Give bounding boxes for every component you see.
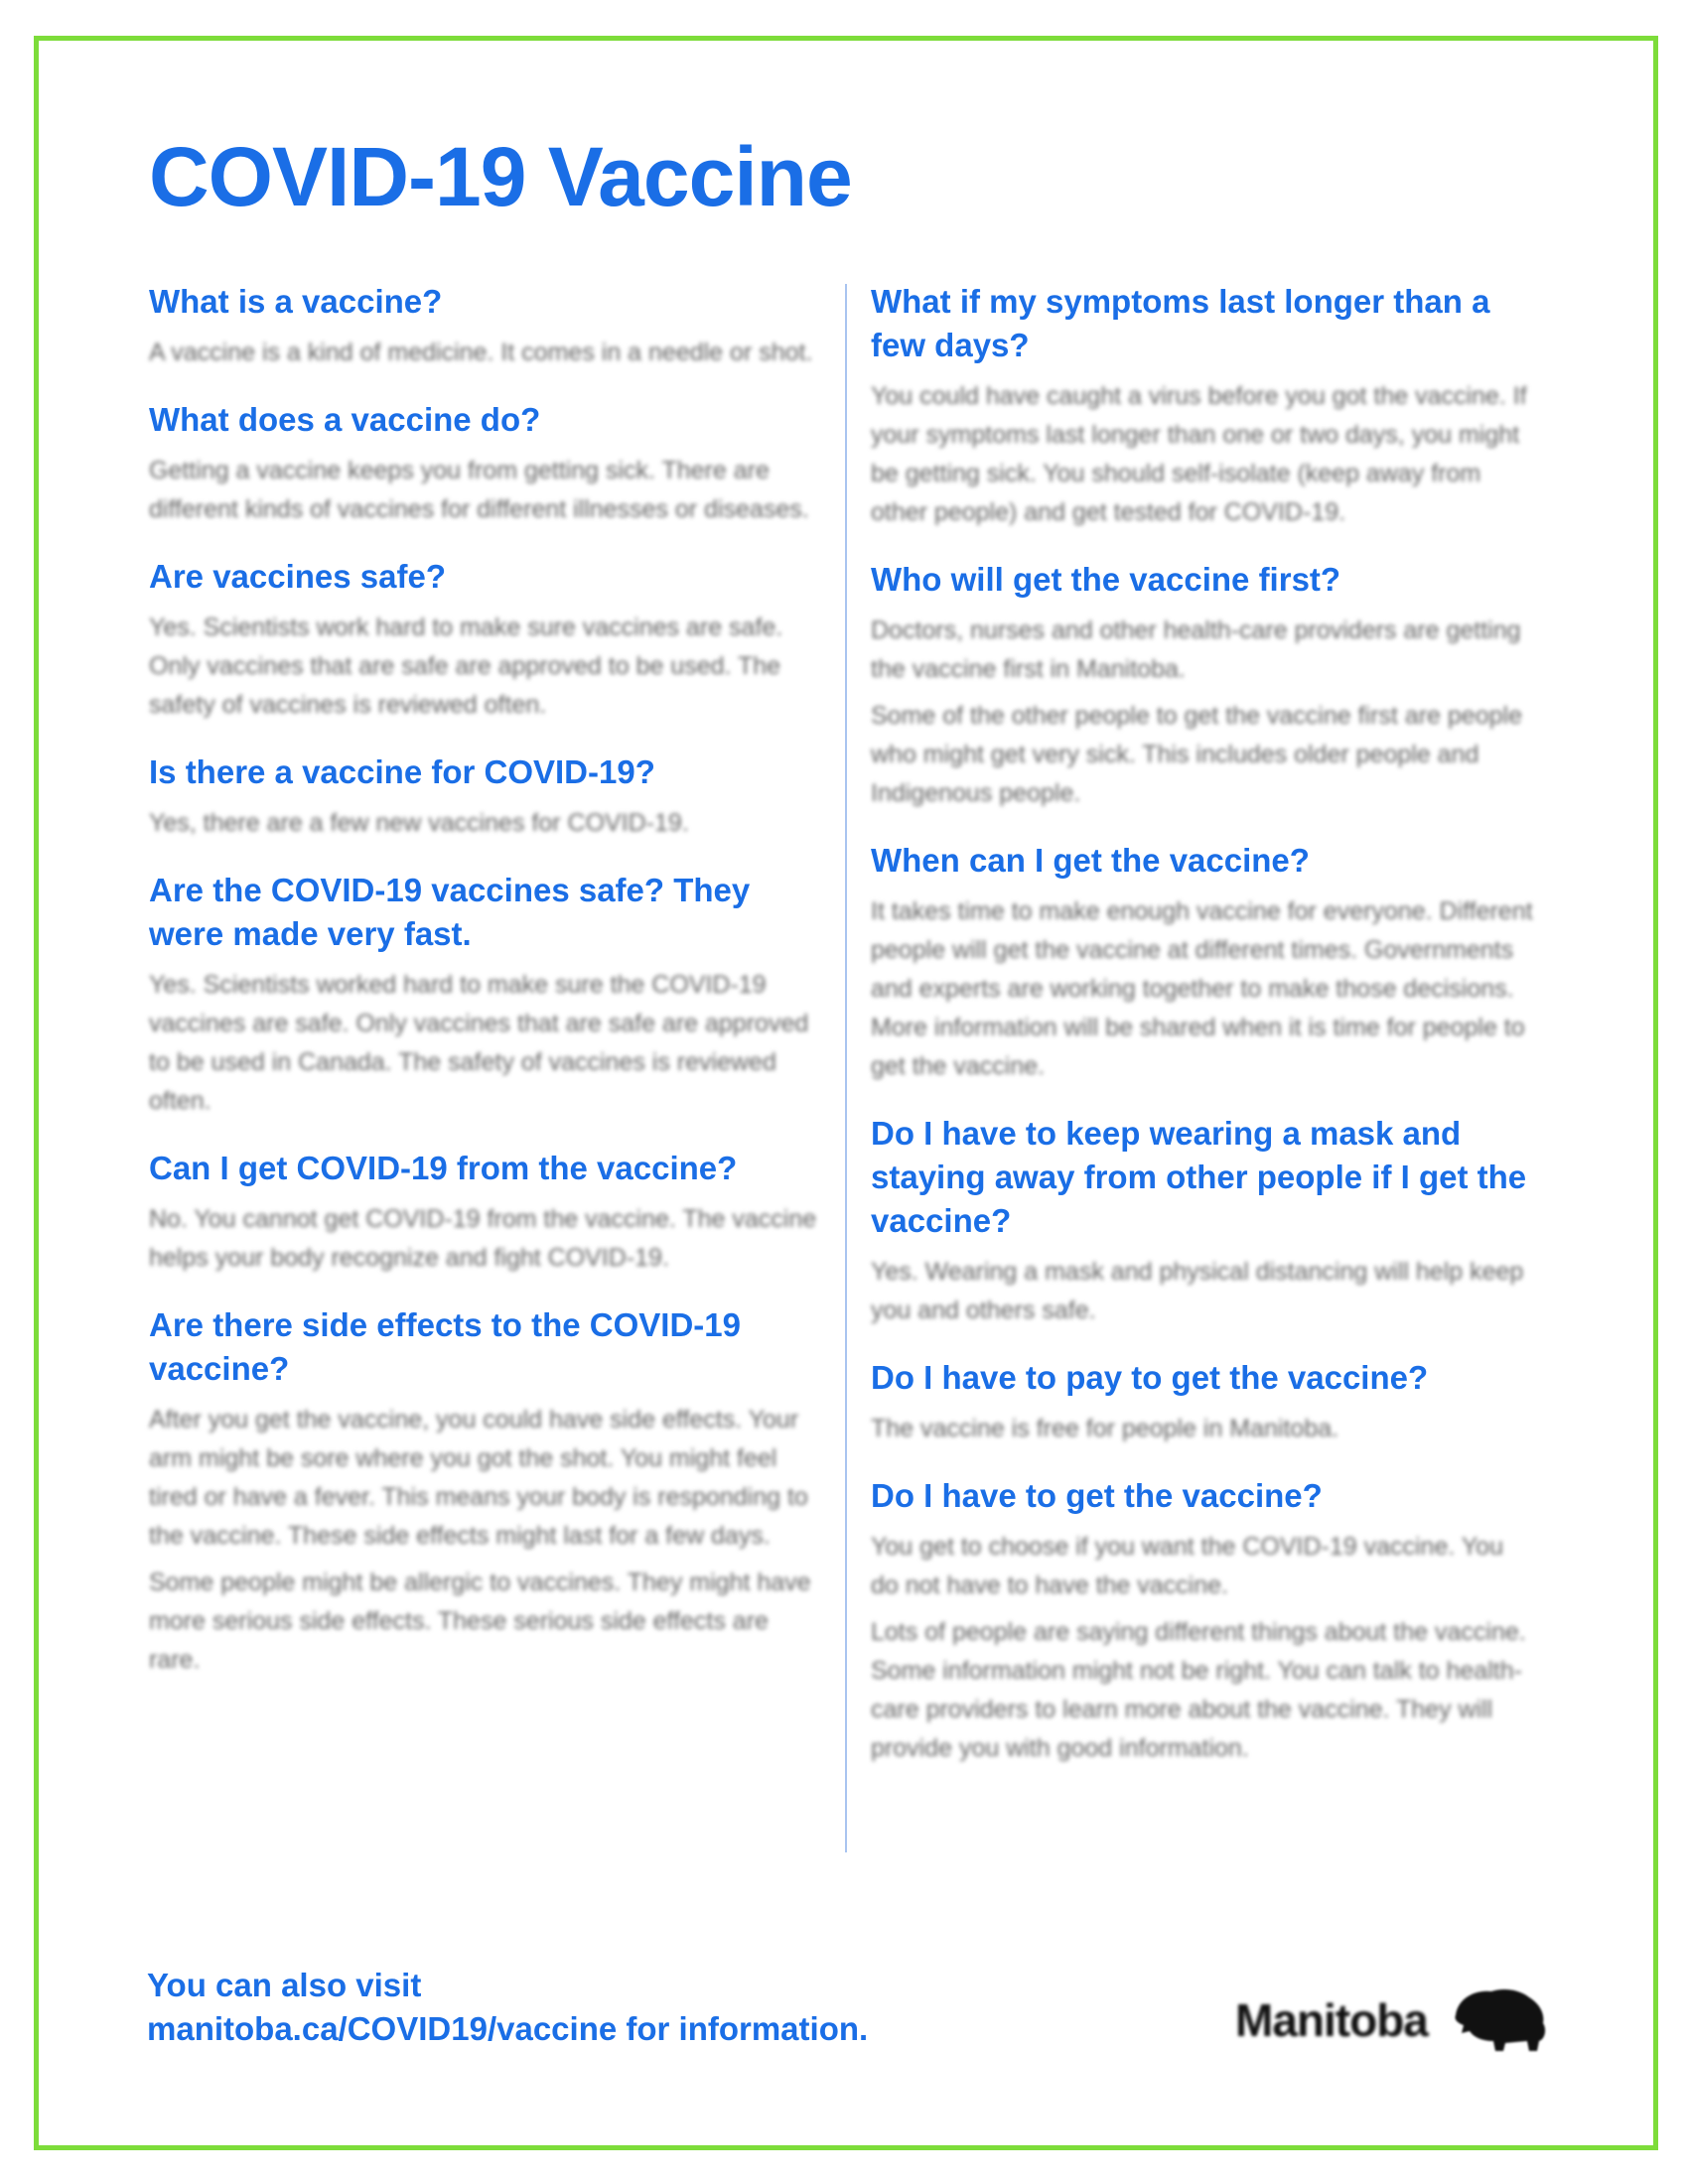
faq-item: [149, 1303, 824, 1680]
faq-question: Is there a vaccine for COVID-19?: [149, 753, 655, 790]
faq-question: What if my symptoms last longer than a few days?: [871, 283, 1490, 363]
bison-icon: [1448, 1985, 1551, 2053]
faq-question: Do I have to keep wearing a mask and staying away from other people if I get the vaccine?: [871, 1115, 1527, 1239]
logo-wordmark: Manitoba: [1235, 1994, 1428, 2046]
faq-question: When can I get the vaccine?: [871, 842, 1310, 879]
faq-answer: Some of the other people to get the vaccine first are people who might get very sick. This includes older people and Indigenous people.: [871, 702, 1522, 807]
faq-question: Do I have to pay to get the vaccine?: [871, 1359, 1429, 1396]
faq-answer: You could have caught a virus before you got the vaccine. If your symptoms last longer than one or two days, you might be getting sick. You should self-isolate (keep away from other people) and get tested for COVID-19.: [871, 382, 1527, 526]
faq-item: [149, 555, 824, 725]
faq-question: Who will get the vaccine first?: [871, 561, 1341, 598]
faq-item: [871, 280, 1536, 532]
faq-question: Are there side effects to the COVID-19 vaccine?: [149, 1306, 741, 1387]
faq-answer: The vaccine is free for people in Manitoba.: [871, 1415, 1339, 1442]
footer-info: [147, 1964, 868, 2051]
faq-question: What does a vaccine do?: [149, 401, 541, 438]
page-title: COVID-19 Vaccine: [149, 130, 852, 223]
faq-answer: It takes time to make enough vaccine for everyone. Different people will get the vaccine at different times. Governments and experts are working together to make those decisions. More information will be shared when it is time for people to get the vaccine.: [871, 897, 1533, 1080]
faq-answer: No. You cannot get COVID-19 from the vaccine. The vaccine helps your body recognize and fight COVID-19.: [149, 1205, 817, 1272]
faq-question: Are the COVID-19 vaccines safe? They were made very fast.: [149, 872, 751, 952]
faq-answer: Getting a vaccine keeps you from getting sick. There are different kinds of vaccines for different illnesses or diseases.: [149, 457, 809, 523]
faq-question: Can I get COVID-19 from the vaccine?: [149, 1150, 738, 1186]
faq-item: [871, 1356, 1536, 1448]
faq-item: [149, 1147, 824, 1278]
faq-item: [149, 869, 824, 1121]
left-column: [149, 280, 824, 1706]
faq-answer: Lots of people are saying different things about the vaccine. Some information might not be right. You can talk to health-care providers to learn more about the vaccine. They will provide you with good information.: [871, 1618, 1526, 1762]
faq-item: [871, 839, 1536, 1086]
faq-answer: Yes. Scientists work hard to make sure vaccines are safe. Only vaccines that are safe are approved to be used. The safety of vaccines is reviewed often.: [149, 614, 783, 719]
faq-answer: Yes. Scientists worked hard to make sure the COVID-19 vaccines are safe. Only vaccines that are safe are approved to be used in Canada. The safety of vaccines is reviewed often.: [149, 971, 809, 1115]
right-column: [871, 280, 1536, 1794]
footer-link[interactable]: manitoba.ca/COVID19/vaccine for information.: [147, 2010, 869, 2047]
faq-answer: Doctors, nurses and other health-care providers are getting the vaccine first in Manitoba.: [871, 616, 1521, 683]
faq-item: [871, 558, 1536, 813]
faq-answer: Yes, there are a few new vaccines for COVID-19.: [149, 809, 689, 837]
faq-answer: You get to choose if you want the COVID-19 vaccine. You do not have to have the vaccine.: [871, 1533, 1503, 1599]
column-divider: [845, 284, 847, 1852]
faq-item: [871, 1112, 1536, 1330]
faq-question: Are vaccines safe?: [149, 558, 447, 595]
faq-item: [149, 751, 824, 843]
faq-answer: Yes. Wearing a mask and physical distancing will help keep you and others safe.: [871, 1258, 1524, 1324]
faq-item: [149, 398, 824, 529]
manitoba-logo: [1235, 1983, 1553, 2063]
faq-answer: Some people might be allergic to vaccines. They might have more serious side effects. These serious side effects are rare.: [149, 1569, 811, 1674]
faq-answer: After you get the vaccine, you could have side effects. Your arm might be sore where you got the shot. You might feel tired or have a fever. This means your body is responding to the vaccine. These side effects might last for a few days.: [149, 1406, 808, 1550]
faq-question: Do I have to get the vaccine?: [871, 1477, 1323, 1514]
faq-question: What is a vaccine?: [149, 283, 443, 320]
faq-answer: A vaccine is a kind of medicine. It comes in a needle or shot.: [149, 339, 813, 366]
footer-line: You can also visit: [147, 1967, 422, 2003]
faq-item: [149, 280, 824, 372]
faq-item: [871, 1474, 1536, 1768]
